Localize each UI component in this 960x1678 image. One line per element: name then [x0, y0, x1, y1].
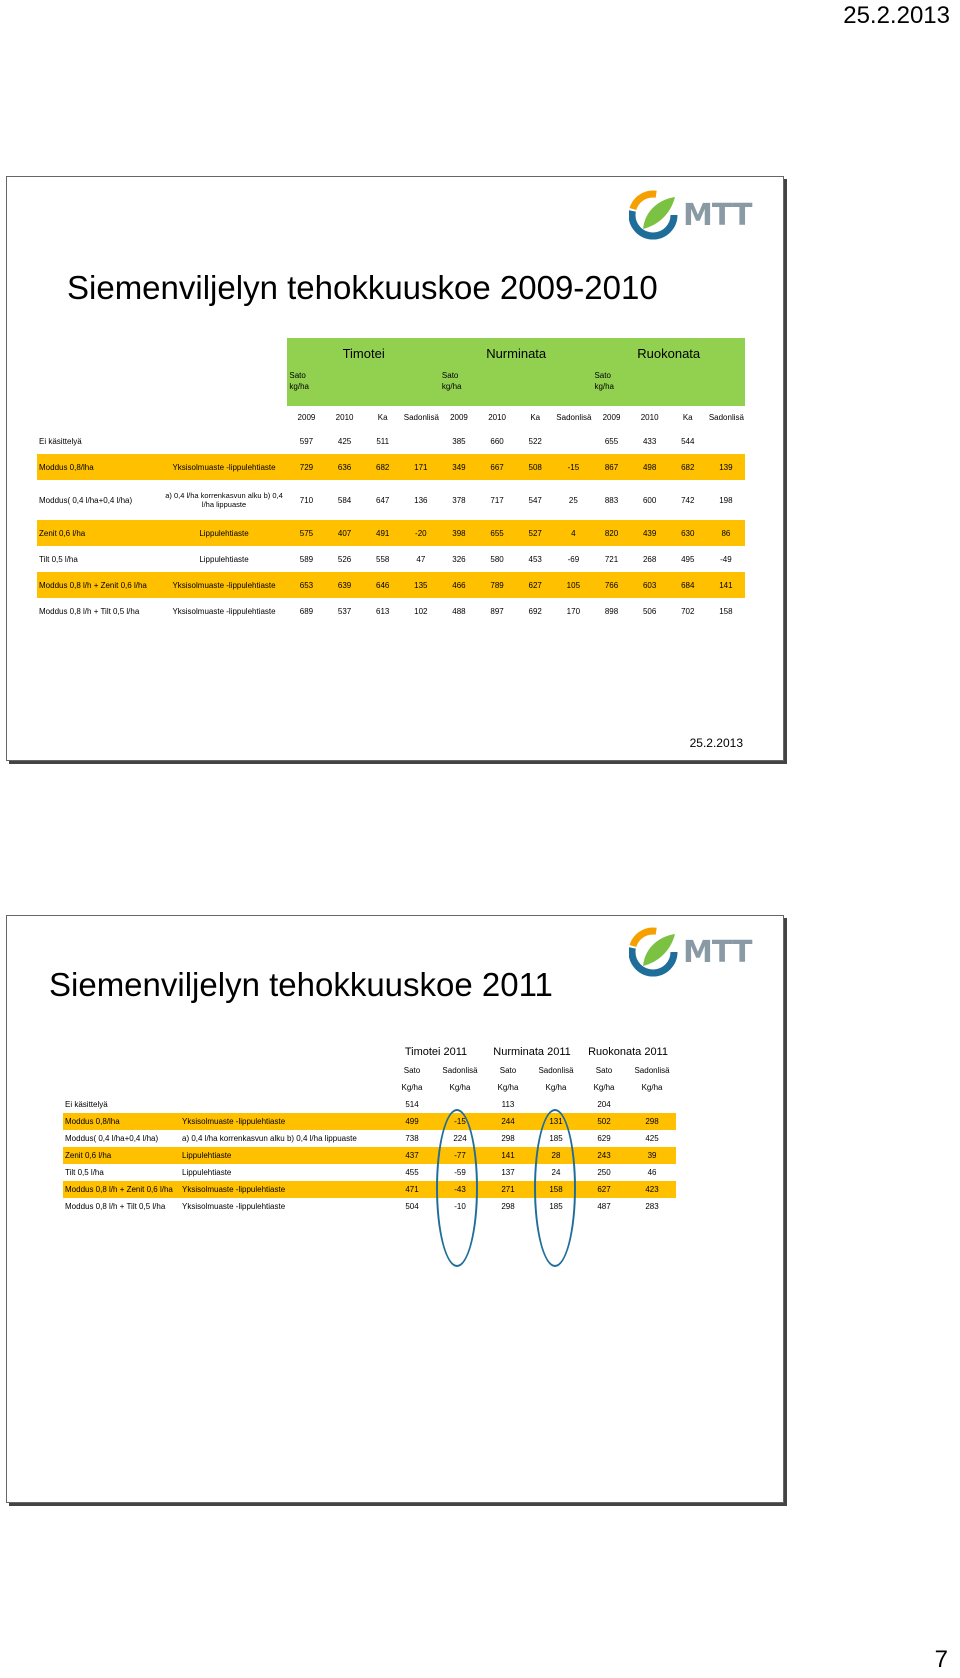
- value-cell: 244: [484, 1113, 532, 1130]
- value-cell: 684: [669, 572, 707, 598]
- treatment-name: Zenit 0,6 l/ha: [63, 1147, 180, 1164]
- value-cell: 629: [597, 1134, 611, 1143]
- value-cell: 28: [532, 1147, 580, 1164]
- treatment-timing: Yksisolmuaste -lippulehtiaste: [161, 454, 288, 480]
- column-subheader: Sadonlisä: [442, 1066, 478, 1075]
- value-cell: 495: [681, 554, 695, 564]
- value-cell: 171: [402, 454, 440, 480]
- treatment-timing: Yksisolmuaste -lippulehtiaste: [180, 1113, 388, 1130]
- value-cell: 526: [337, 554, 352, 564]
- value-cell: 471: [388, 1181, 436, 1198]
- value-cell: 136: [414, 495, 428, 505]
- table-row: [37, 598, 745, 624]
- column-subheader: Sadonlisä: [634, 1066, 670, 1075]
- slide-title: Siemenviljelyn tehokkuuskoe 2011: [49, 966, 553, 1003]
- results-table-2011: [63, 1042, 676, 1215]
- value-cell: -43: [436, 1181, 484, 1198]
- header-blank: [63, 1062, 388, 1079]
- value-cell: [554, 428, 592, 454]
- year-header: Ka: [377, 412, 388, 422]
- value-cell: 298: [501, 1202, 515, 1211]
- table-row: [63, 1096, 676, 1113]
- results-table-2009-2010: [37, 338, 745, 624]
- value-cell: 883: [604, 495, 619, 505]
- value-cell: 789: [478, 572, 516, 598]
- treatment-timing: a) 0,4 l/ha korrenkasvun alku b) 0,4 l/ha lippuaste: [165, 491, 283, 509]
- table-row: [63, 1113, 676, 1130]
- treatment-timing: a) 0,4 l/ha korrenkasvun alku b) 0,4 l/ha lippuaste: [182, 1134, 357, 1143]
- column-subheader: Sato: [403, 1066, 421, 1075]
- group-header: Timotei: [287, 338, 440, 368]
- value-cell: 268: [642, 554, 657, 564]
- value-cell: 667: [478, 454, 516, 480]
- mtt-leaf-icon: [629, 189, 679, 241]
- mtt-logo: [629, 189, 751, 241]
- value-cell: 466: [440, 572, 478, 598]
- treatment-timing: Lippulehtiaste: [161, 520, 288, 546]
- unit-label: Kg/ha: [449, 1083, 471, 1092]
- value-cell: 378: [452, 495, 466, 505]
- value-cell: 487: [597, 1202, 611, 1211]
- group-header: Nurminata: [440, 338, 593, 368]
- value-cell: 298: [628, 1113, 676, 1130]
- value-cell: 584: [337, 495, 352, 505]
- value-cell: 738: [405, 1134, 419, 1143]
- unit-label: kg/ha: [594, 382, 615, 391]
- unit-label: Kg/ha: [593, 1083, 615, 1092]
- value-cell: 867: [592, 454, 630, 480]
- header-blank: [63, 1042, 388, 1062]
- sato-label: Sato: [594, 371, 611, 380]
- year-header: 2009: [450, 412, 468, 422]
- table-row: [37, 572, 745, 598]
- logo-text: MTT: [683, 934, 752, 970]
- value-cell: 425: [337, 436, 352, 446]
- value-cell: -10: [454, 1202, 466, 1211]
- value-cell: 898: [604, 606, 619, 616]
- mtt-leaf-icon: [629, 926, 679, 978]
- value-cell: 627: [580, 1181, 628, 1198]
- year-header: 2009: [602, 412, 621, 422]
- value-cell: 491: [364, 520, 402, 546]
- header-blank: [37, 338, 287, 368]
- sato-unit-label: [440, 368, 593, 406]
- treatment-name: Moddus( 0,4 l/ha+0,4 l/ha): [65, 1134, 159, 1143]
- unit-label: Kg/ha: [641, 1083, 663, 1092]
- value-cell: 646: [364, 572, 402, 598]
- header-blank: [37, 368, 287, 406]
- value-cell: 504: [405, 1202, 419, 1211]
- value-cell: [707, 428, 745, 454]
- year-header: Sadonlisä: [403, 412, 439, 422]
- treatment-timing: Lippulehtiaste: [199, 554, 249, 564]
- table-row: [63, 1164, 676, 1181]
- unit-label: kg/ha: [441, 382, 462, 391]
- value-cell: 158: [719, 606, 733, 616]
- year-header: 2009: [297, 412, 316, 422]
- value-cell: 326: [452, 554, 466, 564]
- value-cell: 423: [628, 1181, 676, 1198]
- value-cell: 721: [604, 554, 619, 564]
- value-cell: 243: [580, 1147, 628, 1164]
- value-cell: 639: [326, 572, 364, 598]
- value-cell: 86: [707, 520, 745, 546]
- table-row: [37, 520, 745, 546]
- value-cell: 105: [554, 572, 592, 598]
- treatment-name: Moddus 0,8/lha: [37, 454, 161, 480]
- table-row: [63, 1147, 676, 1164]
- group-header: Timotei 2011: [404, 1046, 468, 1058]
- value-cell: 135: [402, 572, 440, 598]
- value-cell: 897: [490, 606, 504, 616]
- table-row: [63, 1130, 676, 1147]
- treatment-timing: Yksisolmuaste -lippulehtiaste: [180, 1181, 388, 1198]
- value-cell: 547: [528, 495, 542, 505]
- treatment-name: Moddus 0,8/lha: [63, 1113, 180, 1130]
- year-header: 2010: [488, 412, 506, 422]
- value-cell: 710: [299, 495, 314, 505]
- sato-unit-label: [287, 368, 440, 406]
- value-cell: 820: [592, 520, 630, 546]
- value-cell: 655: [478, 520, 516, 546]
- treatment-name: Moddus 0,8 l/h + Zenit 0,6 l/ha: [37, 572, 161, 598]
- value-cell: [402, 428, 440, 454]
- treatment-name: Tilt 0,5 l/ha: [65, 1168, 104, 1177]
- group-header: Ruokonata 2011: [588, 1046, 668, 1058]
- value-cell: 250: [597, 1168, 611, 1177]
- value-cell: 39: [628, 1147, 676, 1164]
- sato-unit-label: [592, 368, 745, 406]
- value-cell: 682: [364, 454, 402, 480]
- value-cell: 508: [516, 454, 554, 480]
- value-cell: 47: [416, 554, 426, 564]
- value-cell: 742: [681, 495, 695, 505]
- treatment-timing: Yksisolmuaste -lippulehtiaste: [161, 572, 288, 598]
- value-cell: 603: [631, 572, 669, 598]
- value-cell: 488: [452, 606, 466, 616]
- value-cell: 137: [501, 1168, 515, 1177]
- treatment-name: Moddus 0,8 l/h + Tilt 0,5 l/ha: [65, 1202, 166, 1211]
- treatment-name: Ei käsittelyä: [39, 436, 82, 446]
- value-cell: 600: [642, 495, 657, 505]
- year-header: Sadonlisä: [556, 412, 592, 422]
- value-cell: 24: [551, 1168, 561, 1177]
- value-cell: 498: [631, 454, 669, 480]
- value-cell: 283: [645, 1202, 659, 1211]
- group-header: Nurminata 2011: [493, 1046, 571, 1058]
- value-cell: 589: [299, 554, 314, 564]
- value-cell: 655: [604, 436, 619, 446]
- slide-title: Siemenviljelyn tehokkuuskoe 2009-2010: [67, 269, 658, 306]
- treatment-timing: [161, 428, 288, 454]
- value-cell: 185: [549, 1202, 563, 1211]
- column-subheader: Sadonlisä: [538, 1066, 574, 1075]
- unit-label: Kg/ha: [497, 1083, 519, 1092]
- subheader-row: [63, 1062, 676, 1079]
- value-cell: 141: [484, 1147, 532, 1164]
- year-header: 2010: [640, 412, 659, 422]
- value-cell: 271: [484, 1181, 532, 1198]
- year-header: 2010: [335, 412, 354, 422]
- value-cell: 158: [532, 1181, 580, 1198]
- value-cell: -20: [402, 520, 440, 546]
- year-header: Ka: [530, 412, 541, 422]
- table-row: [63, 1181, 676, 1198]
- value-cell: 522: [528, 436, 542, 446]
- sato-header-row: [37, 368, 745, 406]
- page-header-date: 25.2.2013: [843, 2, 950, 29]
- value-cell: 537: [337, 606, 352, 616]
- highlight-oval-nurminata-sadonlisa: [534, 1109, 576, 1267]
- value-cell: 425: [645, 1134, 659, 1143]
- treatment-timing: Yksisolmuaste -lippulehtiaste: [172, 606, 276, 616]
- table-row: [37, 480, 745, 520]
- table-row: [37, 428, 745, 454]
- value-cell: 4: [554, 520, 592, 546]
- value-cell: 453: [528, 554, 542, 564]
- value-cell: 653: [287, 572, 325, 598]
- value-cell: 613: [376, 606, 390, 616]
- column-subheader: Sato: [595, 1066, 613, 1075]
- value-cell: 506: [642, 606, 657, 616]
- treatment-timing: Yksisolmuaste -lippulehtiaste: [182, 1202, 286, 1211]
- value-cell: 527: [516, 520, 554, 546]
- group-header-row: [37, 338, 745, 368]
- value-cell: 455: [405, 1168, 419, 1177]
- group-header: Ruokonata: [592, 338, 745, 368]
- value-cell: 46: [647, 1168, 657, 1177]
- treatment-name: Ei käsittelyä: [65, 1100, 108, 1109]
- slide-2009-2010: [6, 176, 784, 761]
- value-cell: 647: [376, 495, 390, 505]
- value-cell: 597: [299, 436, 314, 446]
- value-cell: 689: [299, 606, 314, 616]
- value-cell: -49: [720, 554, 732, 564]
- value-cell: 433: [642, 436, 657, 446]
- value-cell: 580: [490, 554, 504, 564]
- value-cell: 636: [326, 454, 364, 480]
- treatment-name: Zenit 0,6 l/ha: [37, 520, 161, 546]
- value-cell: 511: [376, 436, 390, 446]
- value-cell: -59: [454, 1168, 466, 1177]
- value-cell: -69: [567, 554, 580, 564]
- value-cell: 398: [440, 520, 478, 546]
- treatment-name: Moddus 0,8 l/h + Tilt 0,5 l/ha: [39, 606, 140, 616]
- value-cell: -15: [436, 1113, 484, 1130]
- value-cell: 437: [388, 1147, 436, 1164]
- value-cell: 682: [669, 454, 707, 480]
- value-cell: 204: [597, 1100, 611, 1109]
- value-cell: 298: [501, 1134, 515, 1143]
- treatment-timing: Lippulehtiaste: [182, 1168, 232, 1177]
- value-cell: 702: [681, 606, 695, 616]
- year-header-row: [37, 406, 745, 428]
- group-header-row: [63, 1042, 676, 1062]
- unit-label: Kg/ha: [401, 1083, 423, 1092]
- value-cell: 630: [669, 520, 707, 546]
- treatment-name: Moddus( 0,4 l/ha+0,4 l/ha): [39, 495, 133, 505]
- value-cell: 113: [501, 1100, 515, 1109]
- sato-label: Sato: [441, 371, 459, 380]
- value-cell: 141: [707, 572, 745, 598]
- value-cell: 514: [405, 1100, 419, 1109]
- value-cell: 170: [566, 606, 581, 616]
- table-row: [37, 454, 745, 480]
- value-cell: 717: [490, 495, 504, 505]
- value-cell: 407: [326, 520, 364, 546]
- value-cell: -77: [436, 1147, 484, 1164]
- value-cell: 544: [681, 436, 695, 446]
- value-cell: 349: [440, 454, 478, 480]
- value-cell: 575: [287, 520, 325, 546]
- slide-2011: [6, 915, 784, 1503]
- value-cell: 131: [532, 1113, 580, 1130]
- value-cell: -15: [554, 454, 592, 480]
- value-cell: 224: [453, 1134, 467, 1143]
- mtt-logo: [629, 926, 751, 978]
- value-cell: 729: [287, 454, 325, 480]
- table-row: [37, 546, 745, 572]
- unit-row: [63, 1079, 676, 1096]
- slide-footer-date: 25.2.2013: [689, 736, 743, 750]
- unit-label: Kg/ha: [545, 1083, 567, 1092]
- logo-text: MTT: [683, 197, 752, 233]
- year-header: Sadonlisä: [708, 412, 744, 422]
- value-cell: 439: [631, 520, 669, 546]
- value-cell: 385: [452, 436, 466, 446]
- treatment-timing: [180, 1096, 388, 1113]
- header-blank: [37, 406, 287, 428]
- highlight-oval-timotei-sadonlisa: [436, 1109, 478, 1267]
- value-cell: 627: [516, 572, 554, 598]
- value-cell: 102: [414, 606, 428, 616]
- header-blank: [63, 1079, 388, 1096]
- value-cell: 692: [528, 606, 542, 616]
- column-subheader: Sato: [499, 1066, 517, 1075]
- value-cell: 766: [592, 572, 630, 598]
- value-cell: 502: [580, 1113, 628, 1130]
- treatment-name: Tilt 0,5 l/ha: [39, 554, 78, 564]
- page-number: 7: [934, 1646, 948, 1673]
- value-cell: 558: [376, 554, 390, 564]
- table-row: [63, 1198, 676, 1215]
- unit-label: kg/ha: [289, 382, 309, 391]
- value-cell: 139: [707, 454, 745, 480]
- year-header: Ka: [682, 412, 693, 422]
- value-cell: 25: [568, 495, 578, 505]
- value-cell: 499: [388, 1113, 436, 1130]
- value-cell: [628, 1096, 676, 1113]
- sato-label: Sato: [289, 371, 306, 380]
- value-cell: 198: [719, 495, 733, 505]
- treatment-timing: Lippulehtiaste: [180, 1147, 388, 1164]
- value-cell: 660: [490, 436, 504, 446]
- value-cell: 185: [549, 1134, 563, 1143]
- treatment-name: Moddus 0,8 l/h + Zenit 0,6 l/ha: [63, 1181, 180, 1198]
